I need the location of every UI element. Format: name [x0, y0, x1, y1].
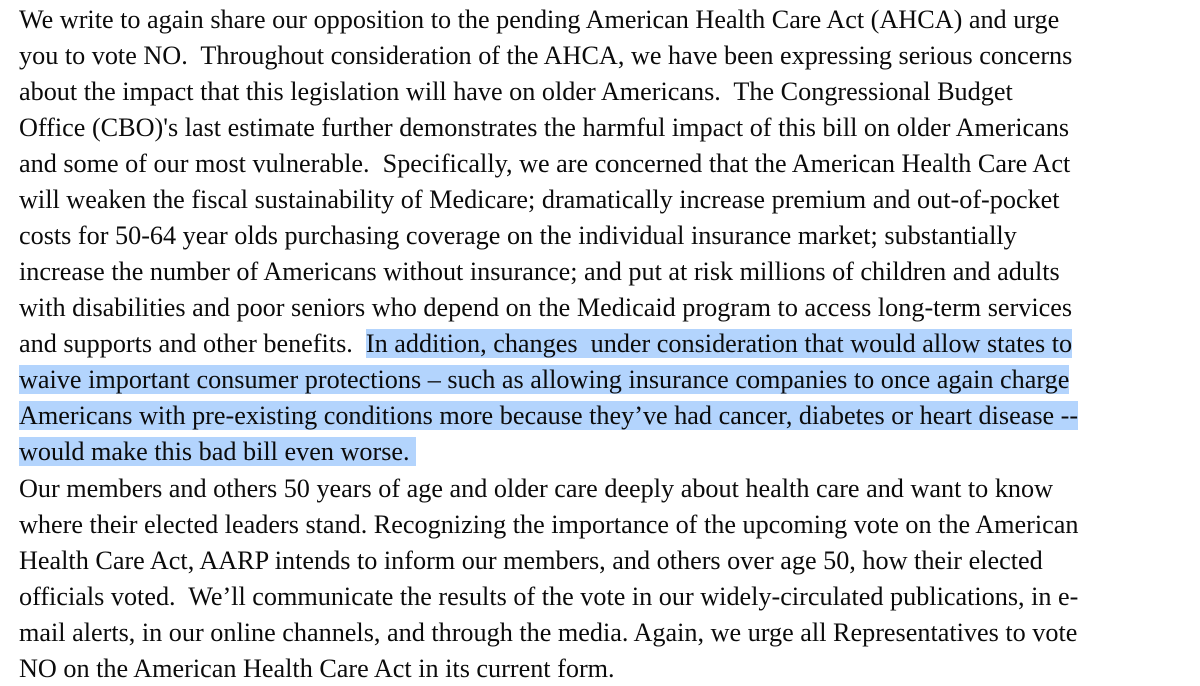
paragraph-line: with disabilities and poor seniors who depend on the Medicaid program to access long-term services [19, 293, 1073, 322]
paragraph-line: about the impact that this legislation will have on older Americans. The Congressional Budget [19, 77, 1013, 106]
paragraph-line [19, 399, 1078, 433]
text-selection-highlight[interactable]: Americans with pre-existing conditions more because they’ve had cancer, diabetes or heart disease -- [19, 401, 1079, 430]
paragraph-line: costs for 50-64 year olds purchasing coverage on the individual insurance market; substantially [19, 221, 1017, 250]
paragraph-line [19, 435, 416, 469]
text-selection-highlight[interactable]: waive important consumer protections – such as allowing insurance companies to once again charge [19, 365, 1070, 394]
paragraph-line: Our members and others 50 years of age and older care deeply about health care and want to know [19, 474, 1054, 503]
paragraph-line: NO on the American Health Care Act in its current form. [19, 654, 615, 683]
text-selection-highlight[interactable]: would make this bad bill even worse. [19, 437, 417, 466]
paragraph-line: We write to again share our opposition to the pending American Health Care Act (AHCA) and urge [19, 5, 1060, 34]
paragraph-line: and some of our most vulnerable. Specifically, we are concerned that the American Health Care Act [19, 149, 1071, 178]
paragraph-line [19, 363, 1069, 397]
paragraph-line: mail alerts, in our online channels, and through the media. Again, we urge all Representatives to vote [19, 618, 1078, 647]
paragraph-line: increase the number of Americans without insurance; and put at risk millions of children and adults [19, 257, 1060, 286]
paragraph-line: Health Care Act, AARP intends to inform our members, and others over age 50, how their elected [19, 546, 1043, 575]
paragraph-line: where their elected leaders stand. Recognizing the importance of the upcoming vote on the American [19, 510, 1079, 539]
paragraph-line: you to vote NO. Throughout consideration of the AHCA, we have been expressing serious concerns [19, 41, 1073, 70]
paragraph-line [19, 327, 1072, 361]
paragraph-line: officials voted. We’ll communicate the results of the vote in our widely-circulated publications, in e- [19, 582, 1079, 611]
plain-text: and supports and other benefits. [19, 329, 366, 358]
text-selection-highlight[interactable]: In addition, changes under consideration that would allow states to [365, 329, 1073, 358]
paragraph-line: Office (CBO)'s last estimate further demonstrates the harmful impact of this bill on older Americans [19, 113, 1070, 142]
paragraph-line: will weaken the fiscal sustainability of Medicare; dramatically increase premium and out-of-pocket [19, 185, 1060, 214]
